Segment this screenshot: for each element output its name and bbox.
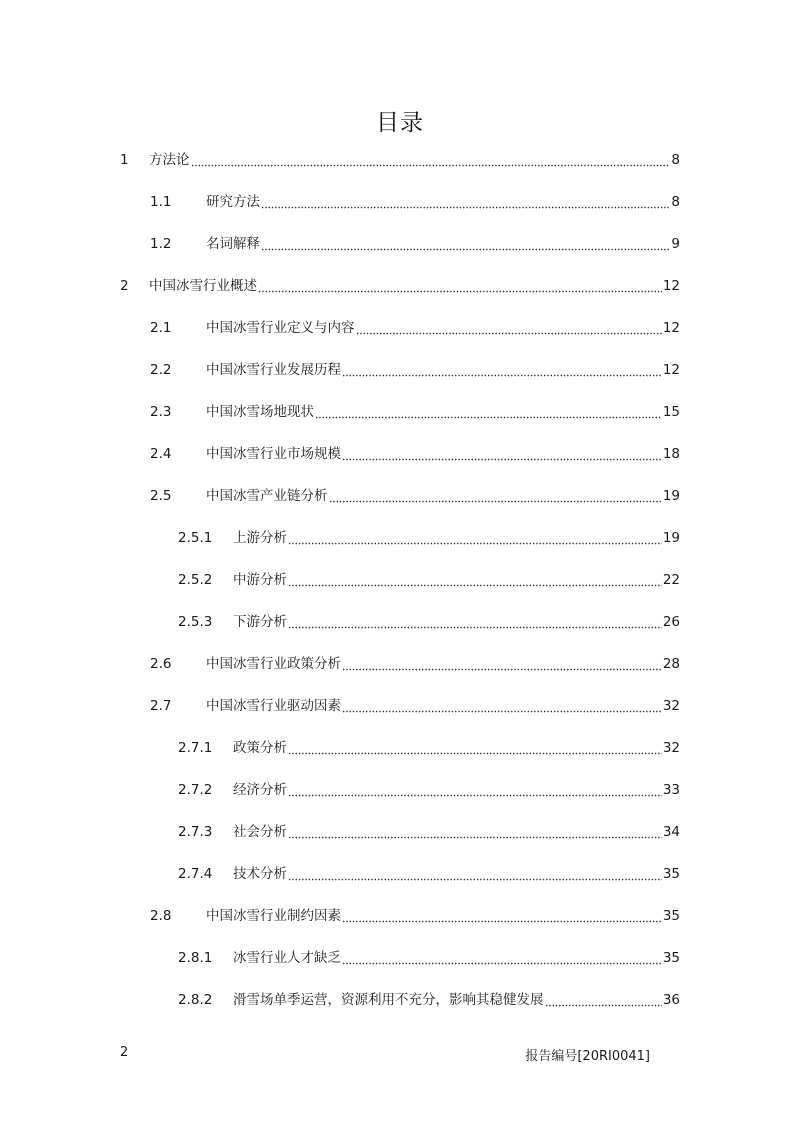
toc-entry-number: 2.3 xyxy=(150,404,172,420)
toc-entry[interactable] xyxy=(178,612,680,632)
toc-entry-page: 35 xyxy=(662,866,680,882)
toc-entry-number: 2.1 xyxy=(150,320,172,336)
dot-leader xyxy=(261,234,670,254)
toc-entry-number: 2.7 xyxy=(150,698,172,714)
toc-entry[interactable] xyxy=(178,528,680,548)
toc-entry-page: 32 xyxy=(662,698,680,714)
toc-entry-label: 冰雪行业人才缺乏 xyxy=(233,950,341,966)
dot-leader xyxy=(288,528,662,548)
toc-entry-page: 19 xyxy=(662,488,680,504)
toc-entry[interactable] xyxy=(150,402,680,422)
dot-leader xyxy=(342,360,662,380)
toc-entry-page: 33 xyxy=(662,782,680,798)
toc-entry-page: 18 xyxy=(662,446,680,462)
dot-leader xyxy=(315,402,662,422)
toc-entry-number: 2 xyxy=(120,278,129,294)
toc-entry-number: 2.7.3 xyxy=(178,824,213,840)
toc-entry-label: 上游分析 xyxy=(233,530,287,546)
toc-entry-page: 28 xyxy=(662,656,680,672)
dot-leader xyxy=(258,276,662,296)
toc-entry-page: 22 xyxy=(662,572,680,588)
toc-entry-page: 8 xyxy=(671,152,680,168)
dot-leader xyxy=(545,990,662,1010)
toc-entry-number: 1.2 xyxy=(150,236,172,252)
footer-page-number: 2 xyxy=(120,1045,129,1060)
toc-entry-page: 15 xyxy=(662,404,680,420)
toc-entry-page: 36 xyxy=(662,992,680,1008)
toc-entry-label: 中国冰雪场地现状 xyxy=(206,404,314,420)
toc-entry-page: 34 xyxy=(662,824,680,840)
toc-entry[interactable] xyxy=(178,948,680,968)
toc-entry-page: 12 xyxy=(662,278,680,294)
toc-entry-number: 1.1 xyxy=(150,194,172,210)
dot-leader xyxy=(342,654,662,674)
toc-entry[interactable] xyxy=(150,360,680,380)
toc-entry-label: 中国冰雪行业驱动因素 xyxy=(206,698,341,714)
dot-leader xyxy=(288,780,662,800)
toc-entry[interactable] xyxy=(150,906,680,926)
toc-entry-number: 2.5.1 xyxy=(178,530,213,546)
toc-entry[interactable] xyxy=(150,234,680,254)
toc-entry-label: 中国冰雪行业发展历程 xyxy=(206,362,341,378)
toc-entry-label: 经济分析 xyxy=(233,782,287,798)
toc-entry-label: 中国冰雪行业市场规模 xyxy=(206,446,341,462)
toc-entry-number: 2.8.1 xyxy=(178,950,213,966)
toc-entry-number: 2.7.2 xyxy=(178,782,213,798)
toc-entry-page: 12 xyxy=(662,362,680,378)
toc-entry-label: 中国冰雪行业定义与内容 xyxy=(206,320,355,336)
dot-leader xyxy=(356,318,662,338)
dot-leader xyxy=(342,906,662,926)
toc-entry-label: 社会分析 xyxy=(233,824,287,840)
toc-entry[interactable] xyxy=(150,696,680,716)
toc-entry-number: 2.5.3 xyxy=(178,614,213,630)
toc-entry[interactable] xyxy=(178,570,680,590)
toc-entry-page: 9 xyxy=(671,236,680,252)
toc-entry-label: 名词解释 xyxy=(206,236,260,252)
toc-entry[interactable] xyxy=(178,780,680,800)
toc-entry-page: 26 xyxy=(662,614,680,630)
footer-report-code: 报告编号[20RI0041] xyxy=(525,1049,650,1064)
toc-entry-page: 35 xyxy=(662,950,680,966)
toc-entry[interactable] xyxy=(150,318,680,338)
toc-entry-page: 12 xyxy=(662,320,680,336)
dot-leader xyxy=(288,864,662,884)
toc-entry-label: 技术分析 xyxy=(233,866,287,882)
toc-entry[interactable] xyxy=(178,822,680,842)
toc-entry-number: 2.2 xyxy=(150,362,172,378)
toc-entry-label: 中游分析 xyxy=(233,572,287,588)
toc-title: 目录 xyxy=(376,110,424,136)
dot-leader xyxy=(288,612,662,632)
toc-entry-label: 研究方法 xyxy=(206,194,260,210)
toc-entry-label: 中国冰雪行业概述 xyxy=(149,278,257,294)
toc-entry-number: 2.6 xyxy=(150,656,172,672)
dot-leader xyxy=(288,570,662,590)
toc-entry-number: 2.7.4 xyxy=(178,866,213,882)
toc-entry-label: 下游分析 xyxy=(233,614,287,630)
toc-entry-number: 1 xyxy=(120,152,129,168)
dot-leader xyxy=(288,822,662,842)
toc-entry[interactable] xyxy=(150,192,680,212)
toc-entry-number: 2.4 xyxy=(150,446,172,462)
dot-leader xyxy=(261,192,670,212)
toc-entry[interactable] xyxy=(178,990,680,1010)
toc-entry-number: 2.8 xyxy=(150,908,172,924)
toc-entry-label: 中国冰雪产业链分析 xyxy=(206,488,328,504)
toc-entry[interactable] xyxy=(120,276,680,296)
toc-entry[interactable] xyxy=(178,864,680,884)
toc-entry-number: 2.7.1 xyxy=(178,740,213,756)
toc-entry-page: 35 xyxy=(662,908,680,924)
dot-leader xyxy=(342,444,662,464)
toc-entry-number: 2.5 xyxy=(150,488,172,504)
toc-entry-label: 方法论 xyxy=(149,152,190,168)
toc-entry-number: 2.8.2 xyxy=(178,992,213,1008)
toc-entry-label: 中国冰雪行业政策分析 xyxy=(206,656,341,672)
toc-entry-page: 8 xyxy=(671,194,680,210)
toc-entry[interactable] xyxy=(120,150,680,170)
toc-entry-number: 2.5.2 xyxy=(178,572,213,588)
toc-entry-label: 中国冰雪行业制约因素 xyxy=(206,908,341,924)
dot-leader xyxy=(342,948,662,968)
dot-leader xyxy=(288,738,662,758)
toc-entry-page: 19 xyxy=(662,530,680,546)
dot-leader xyxy=(191,150,671,170)
toc-entry[interactable] xyxy=(150,486,680,506)
dot-leader xyxy=(342,696,662,716)
toc-entry[interactable] xyxy=(178,738,680,758)
toc-entry[interactable] xyxy=(150,654,680,674)
toc-entry-page: 32 xyxy=(662,740,680,756)
toc-entry[interactable] xyxy=(150,444,680,464)
toc-entry-label: 政策分析 xyxy=(233,740,287,756)
dot-leader xyxy=(329,486,662,506)
toc-entry-label: 滑雪场单季运营，资源利用不充分，影响其稳健发展 xyxy=(233,992,544,1008)
